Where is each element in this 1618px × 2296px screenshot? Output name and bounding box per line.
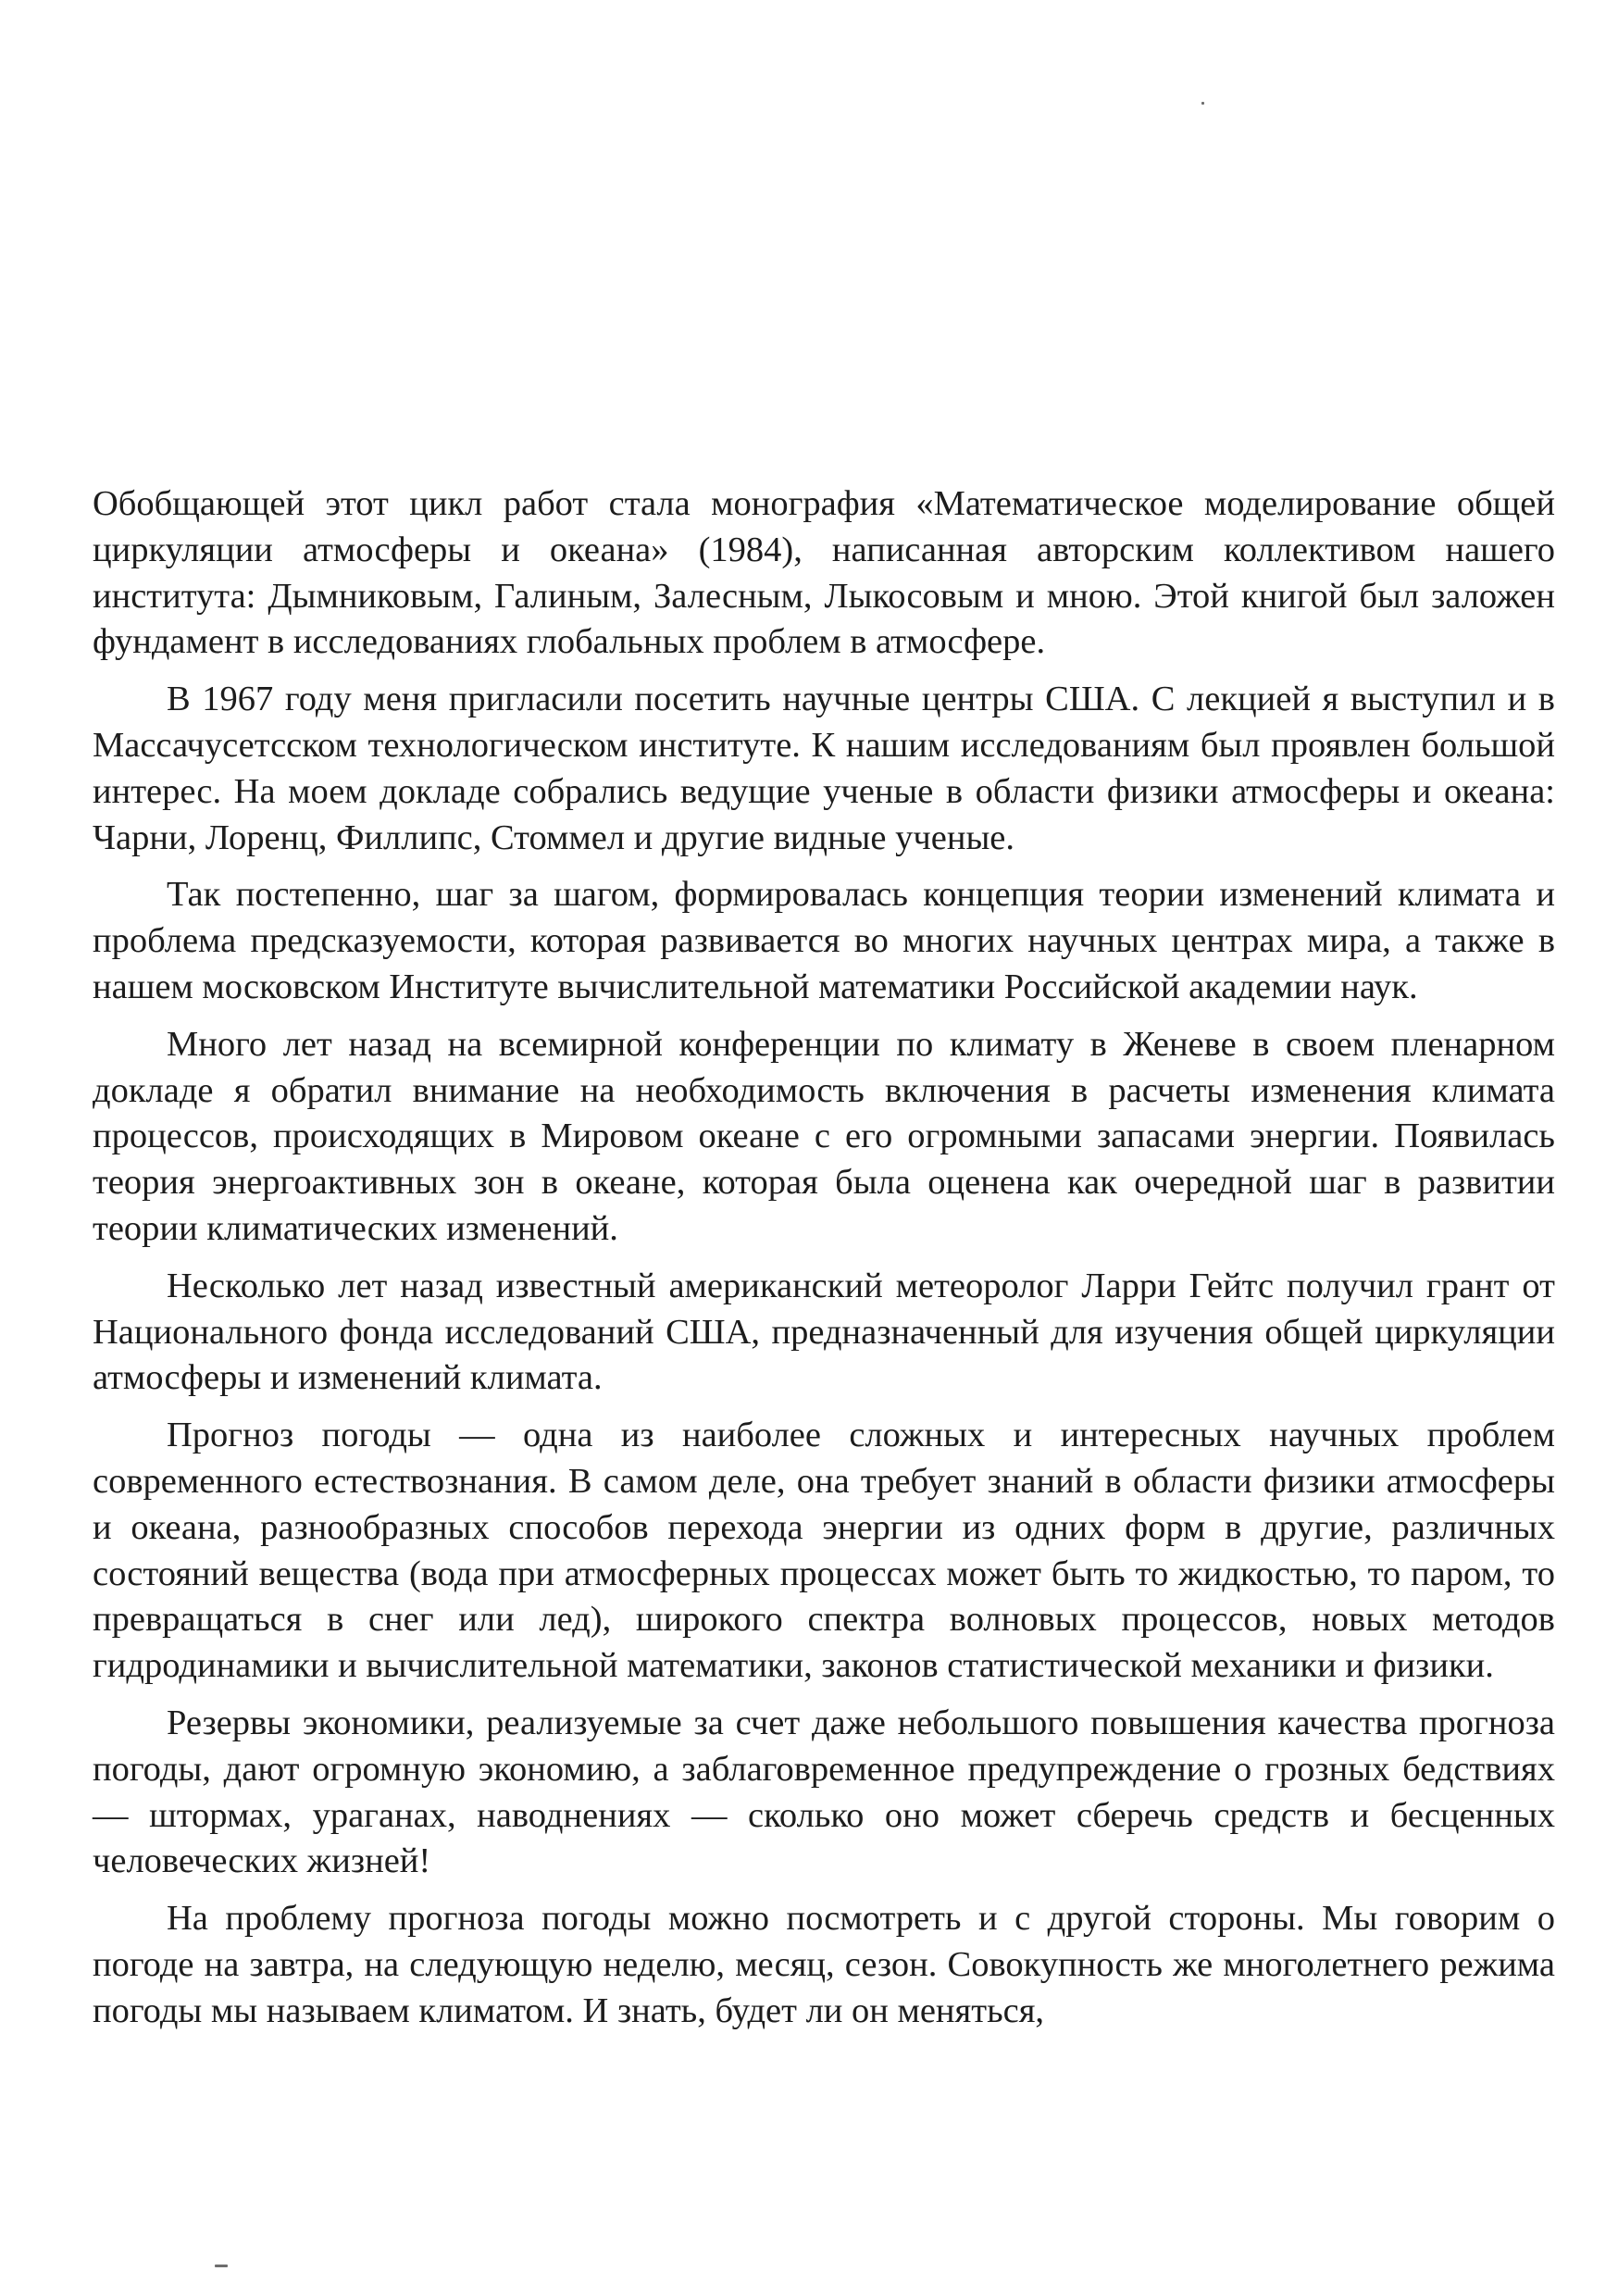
paragraph-1: Обобщающей этот цикл работ стала монография «Математическое моделирование общей циркуляции атмосферы и океана» (1984), написанная авторским коллективом нашего института: Дымниковым, Галиным, Залесным, Лыкосовым и мною. Этой книгой был заложен фундамент в исследованиях глобальных проблем в атмосфере. [93, 484, 1555, 662]
paragraph-8: На проблему прогноза погоды можно посмотреть и с другой стороны. Мы говорим о погоде на завтра, на следующую неделю, месяц, сезон. Совокупность же многолетнего режима погоды мы называем климатом. И знать, будет ли он меняться, [93, 1899, 1555, 2030]
paragraph-3: Так постепенно, шаг за шагом, формировалась концепция теории изменений климата и проблема предсказуемости, которая развивается во многих научных центрах мира, а также в нашем московском Институте вычислительной математики Российской академии наук. [93, 875, 1555, 1006]
paragraph-4: Много лет назад на всемирной конференции по климату в Женеве в своем пленарном докладе я обратил внимание на необходимость включения в расчеты изменения климата процессов, происходящих в Мировом океане с его огромными запасами энергии. Появилась теория энергоактивных зон в океане, которая была оценена как очередной шаг в развитии теории климатических изменений. [93, 1024, 1555, 1248]
paragraph-2: В 1967 году меня пригласили посетить научные центры США. С лекцией я выступил и в Массачусетсском технологическом институте. К нашим исследованиям был проявлен большой интерес. На моем докладе собрались ведущие ученые в области физики атмосферы и океана: Чарни, Лоренц, Филлипс, Стоммел и другие видные ученые. [93, 680, 1555, 857]
scan-speck [1201, 102, 1204, 105]
paragraph-5: Несколько лет назад известный американский метеоролог Ларри Гейтс получил грант от Национального фонда исследований США, предназначенный для изучения общей циркуляции атмосферы и изменений климата. [93, 1266, 1555, 1398]
paragraph-7: Резервы экономики, реализуемые за счет даже небольшого повышения качества прогноза погоды, дают огромную экономию, а заблаговременное предупреждение о грозных бедствиях — штормах, ураганах, наводнениях — сколько оно может сберечь средств и бесценных человеческих жизней! [93, 1703, 1555, 1881]
paragraph-6: Прогноз погоды — одна из наиболее сложных и интересных научных проблем современного естествознания. В самом деле, она требует знаний в области физики атмосферы и океана, разнообразных способов перехода энергии из одних форм в другие, различных состояний вещества (вода при атмосферных процессах может быть то жидкостью, то паром, то превращаться в снег или лед), широкого спектра волновых процессов, новых методов гидродинамики и вычислительной математики, законов статистической механики и физики. [93, 1416, 1555, 1686]
scan-speck [215, 2265, 228, 2267]
page-body [93, 481, 1555, 2046]
